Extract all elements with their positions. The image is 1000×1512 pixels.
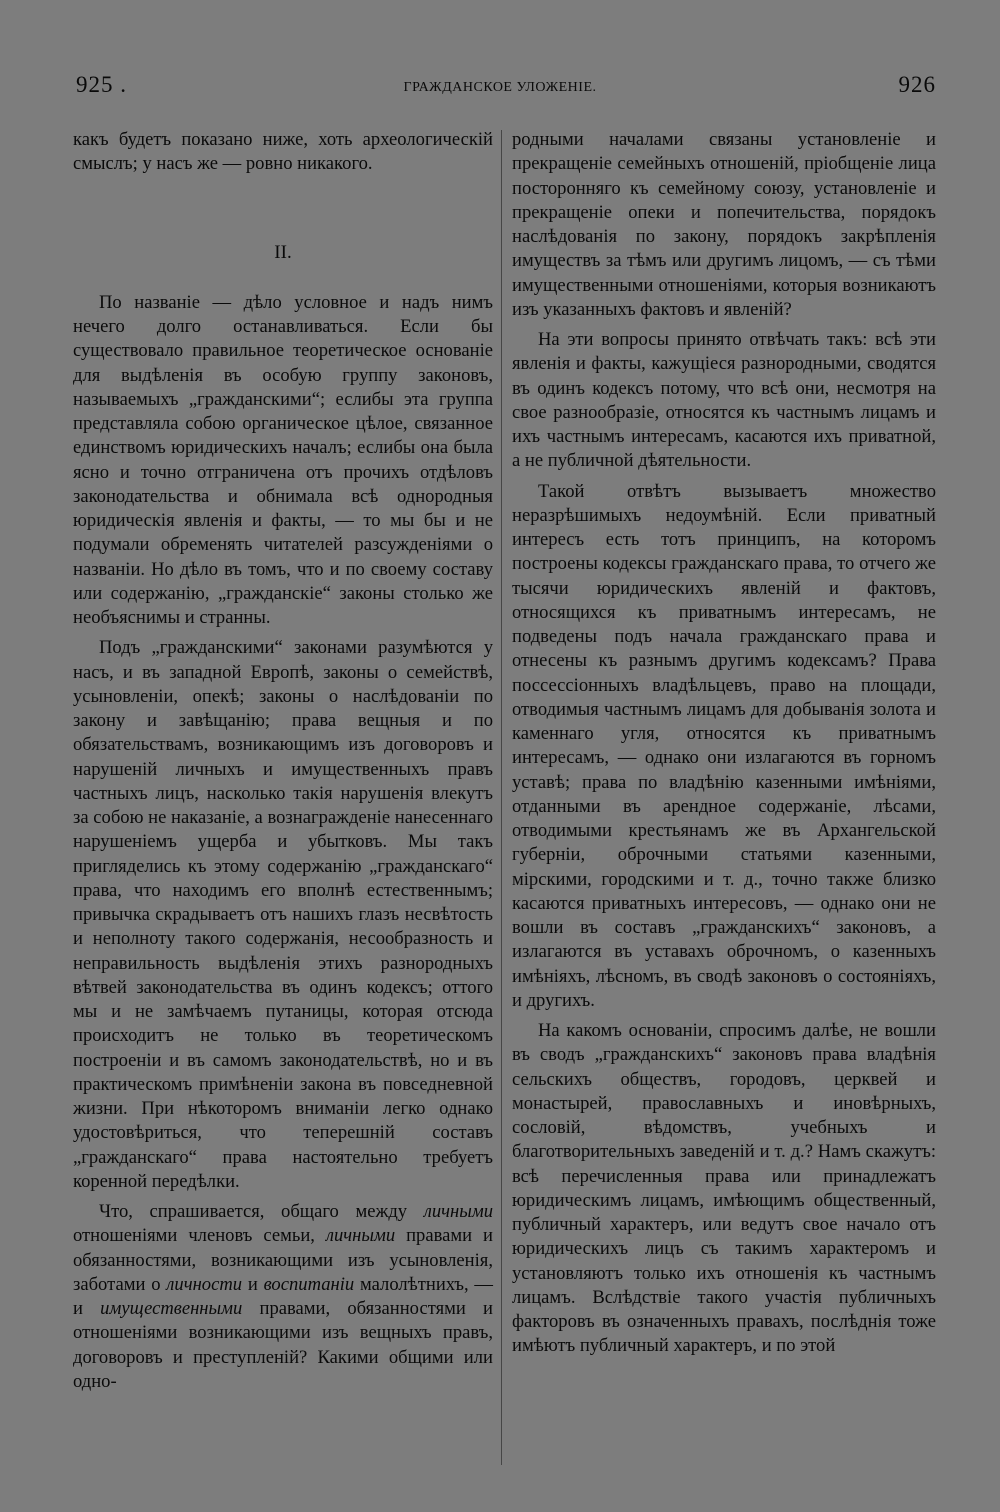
page-header xyxy=(0,72,1000,106)
italic-term: воспитаніи xyxy=(263,1273,355,1295)
paragraph: Такой отвѣтъ вызываетъ множество неразрѣшимыхъ недоумѣній. Если приватный интересъ есть тотъ принципъ, на которомъ построены кодексы гражданскаго права, то отчего же тысячи юридическихъ явленій и фактовъ, относящихся къ приватнымъ интересамъ, не подведены подъ начала гражданскаго права и отнесены къ разнымъ другимъ кодексамъ? Права поссессіонныхъ владѣльцевъ, право на площади, отводимыя частнымъ лицамъ для добыванія золота и каменнаго угля, относятся къ приватнымъ интересамъ, — однако они излагаются въ горномъ уставѣ; права по владѣнію казенными имѣніями, отданными въ арендное содержаніе, лѣсами, отводимыми крестьянамъ же въ Архангельской губерніи, оброчными статьями казенными, мірскими, городскими и т. д., точно также близко касаются приватныхъ интересовъ, — однако они не вошли въ составъ „гражданскихъ“ законовъ, а излагаются въ уставахъ оброчномъ, о казенныхъ имѣніяхъ, лѣсномъ, въ сводѣ законовъ о состояніяхъ, и другихъ. xyxy=(512,480,936,1011)
paragraph: По названіе — дѣло условное и надъ нимъ нечего долго останавливаться. Если бы существовало правильное теоретическое основаніе для выдѣленія въ особую группу законовъ, называемыхъ „гражданскими“; еслибы эта группа представляла собою органическое цѣлое, связанное единствомъ юридическихъ началъ; еслибы она была ясно и точно отграничена отъ прочихъ отдѣловъ законодательства и обнимала всѣ однородныя юридическія явленія и факты, — то мы бы и не подумали обременять читателей разсужденіями о названіи. Но дѣло въ томъ, что и по своему составу или содержанію, „гражданскіе“ законы столько же необъяснимы и странны. xyxy=(73,291,493,628)
left-column xyxy=(73,128,493,1394)
italic-term: имущественными xyxy=(100,1298,243,1319)
paragraph: родными началами связаны установленіе и прекращеніе семейныхъ отношеній, пріобщеніе лица посторонняго къ семейному союзу, установленіе и прекращеніе опеки и попечительства, порядокъ наслѣдованія по закону, порядокъ закрѣпленія имуществъ за тѣмъ или другимъ лицомъ, — съ тѣми имущественными отношеніями, которыя возникаютъ изъ указанныхъ фактовъ и явленій? xyxy=(512,129,936,320)
text-run: Что, спрашивается, общаго между xyxy=(99,1201,424,1222)
page-number-right: 926 xyxy=(898,72,936,97)
paragraph xyxy=(73,1200,493,1394)
running-title: ГРАЖДАНСКОЕ УЛОЖЕНІЕ. xyxy=(403,80,597,95)
right-column xyxy=(512,128,936,1359)
text-run: и xyxy=(242,1273,264,1295)
text-run: отношеніями членовъ семьи, xyxy=(73,1225,326,1247)
paragraph: Подъ „гражданскими“ законами разумѣются у насъ, и въ западной Европѣ, законы о семействѣ, усыновленіи, опекѣ; законы о наслѣдованіи по закону и завѣщанію; права вещныя и по обязательствамъ, возникающимъ изъ договоровъ и нарушеній личныхъ и имущественныхъ правъ частныхъ лицъ, насколько такія нарушенія влекутъ за собою не наказаніе, а вознагражденіе нанесеннаго нарушеніемъ ущерба и убытковъ. Мы такъ пригляделись къ этому содержанію „гражданскаго“ права, что находимъ его вполнѣ естественнымъ; привычка скрадываетъ отъ нашихъ глазъ несвѣтость и неполноту такого содержанія, несообразность и неправильность выдѣленія этихъ разнородныхъ вѣтвей законодательства въ одинъ кодексъ; оттого мы и не замѣчаемъ путаницы, которая отсюда происходитъ не только въ теоретическомъ построеніи и въ самомъ законодательствѣ, но и въ практическомъ примѣненіи закона въ повседневной жизни. При нѣкоторомъ вниманіи легко однако удостовѣриться, что теперешній составъ „гражданскаго“ права настоятельно требуетъ коренной передѣлки. xyxy=(73,637,493,1192)
text-run: правами, обязанностями и отношеніями возникающими изъ вещныхъ правъ, договоровъ и преступленій? Какими общими или одно- xyxy=(73,1298,493,1392)
column-divider xyxy=(501,130,502,1465)
italic-term: личными xyxy=(423,1201,493,1222)
italic-term: личности xyxy=(166,1273,243,1295)
section-number: II. xyxy=(274,241,292,263)
text-run: малолѣтнихъ, — и xyxy=(73,1273,493,1319)
italic-term: личными xyxy=(325,1225,396,1247)
paragraph: На какомъ основаніи, спросимъ далѣе, не вошли въ сводъ „гражданскихъ“ законовъ права владѣнія сельскихъ обществъ, городовъ, церквей и монастырей, православныхъ и иновѣрныхъ, сословій, вѣдомствъ, учебныхъ и благотворительныхъ заведеній и т. д.? Намъ скажутъ: всѣ перечисленныя права или принадлежатъ юридическимъ лицамъ, имѣющимъ общественный, публичный характеръ, или ведутъ свое начало отъ юридическихъ лицъ съ такимъ характеромъ и установляютъ только ихъ отношенія къ частнымъ лицамъ. Вслѣдствіе такого участія публичныхъ факторовъ въ означенныхъ правахъ, послѣднія тоже имѣютъ публичный характеръ, и по этой xyxy=(512,1020,936,1357)
text-run: правами и обязанностями, возникающими изъ усыновленія, заботами о xyxy=(73,1225,493,1295)
intro-paragraph: какъ будетъ показано ниже, хоть археологическій смыслъ; у насъ же — ровно никакого. xyxy=(73,129,493,175)
page-number-left: 925 . xyxy=(76,72,127,97)
paragraph: На эти вопросы принято отвѣчать такъ: всѣ эти явленія и факты, кажущіеся разнородными, сводятся въ одинъ кодексъ потому, что всѣ они, несмотря на свое разнообразіе, относятся къ частнымъ лицамъ и ихъ частнымъ интересамъ, касаются ихъ приватной, а не публичной дѣятельности. xyxy=(512,329,936,472)
